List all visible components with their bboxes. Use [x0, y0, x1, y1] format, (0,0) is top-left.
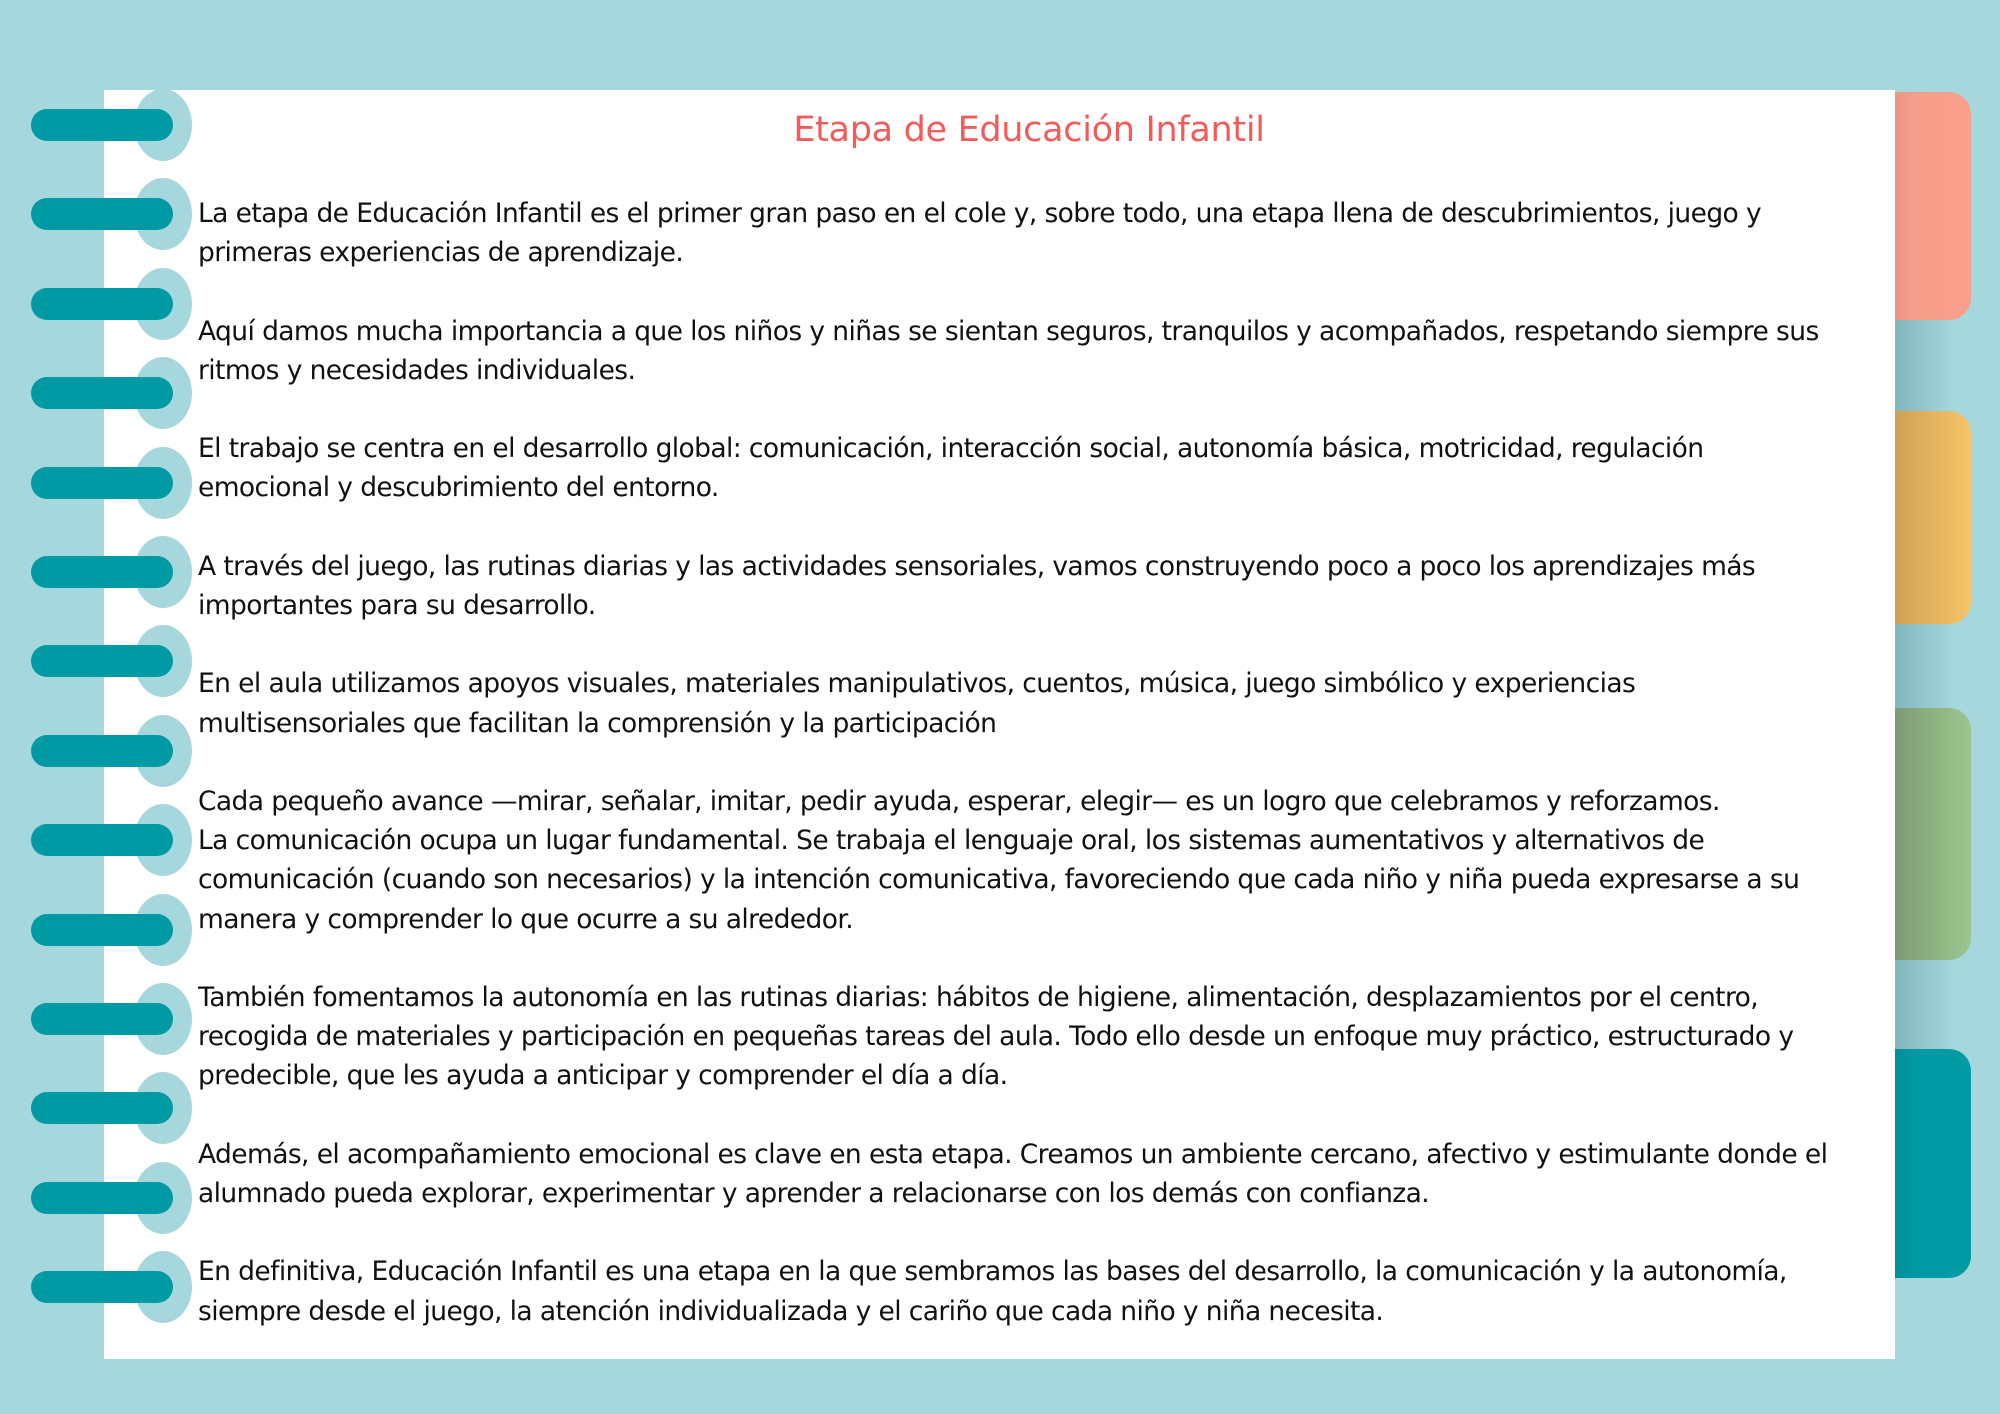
text-line: siempre desde el juego, la atención individualizada y el cariño que cada niño y niña necesita. — [198, 1295, 1384, 1327]
ring-bar — [31, 1182, 173, 1214]
document-body — [198, 194, 1878, 1370]
spiral-ring-icon — [31, 1162, 201, 1234]
text-line: alumnado pueda explorar, experimentar y aprender a relacionarse con los demás con confianza. — [198, 1177, 1430, 1209]
tab-shadow — [1895, 624, 1955, 708]
ring-bar — [31, 1003, 173, 1035]
text-line: La etapa de Educación Infantil es el primer gran paso en el cole y, sobre todo, una etapa llena de descubrimientos, juego y — [198, 198, 1762, 229]
spiral-ring-icon — [31, 983, 201, 1055]
paragraph — [198, 782, 1878, 939]
spiral-ring-icon — [31, 178, 201, 250]
ring-bar — [31, 1092, 173, 1124]
ring-bar — [31, 467, 173, 499]
spiral-ring-icon — [31, 625, 201, 697]
spiral-ring-icon — [31, 715, 201, 787]
paragraph — [198, 978, 1878, 1096]
text-line: multisensoriales que facilitan la comprensión y la participación — [198, 707, 997, 739]
spiral-ring-icon — [31, 268, 201, 340]
text-line: emocional y descubrimiento del entorno. — [198, 472, 719, 504]
spiral-ring-icon — [31, 1072, 201, 1144]
text-line: Cada pequeño avance —mirar, señalar, imitar, pedir ayuda, esperar, elegir— es un logro que celebramos y reforzamos. — [198, 785, 1720, 817]
text-line: A través del juego, las rutinas diarias y las actividades sensoriales, vamos construyendo poco a poco los aprendizajes más — [198, 550, 1756, 582]
text-line: ritmos y necesidades individuales. — [198, 354, 636, 386]
ring-bar — [31, 914, 173, 946]
ring-bar — [31, 645, 173, 677]
text-line: En el aula utilizamos apoyos visuales, materiales manipulativos, cuentos, música, juego simbólico y experiencias — [198, 668, 1636, 700]
spiral-ring-icon — [31, 536, 201, 608]
text-line: La comunicación ocupa un lugar fundamental. Se trabaja el lenguaje oral, los sistemas aumentativos y alternativos de — [198, 825, 1705, 857]
tab-shadow — [1895, 320, 1955, 411]
paragraph — [198, 1252, 1878, 1330]
ring-bar — [31, 288, 173, 320]
text-line: En definitiva, Educación Infantil es una etapa en la que sembramos las bases del desarrollo, la comunicación y la autonomía, — [198, 1256, 1787, 1288]
spiral-ring-icon — [31, 894, 201, 966]
text-line: Además, el acompañamiento emocional es clave en esta etapa. Creamos un ambiente cercano, afectivo y estimulante donde el — [198, 1138, 1828, 1170]
text-line: predecible, que les ayuda a anticipar y comprender el día a día. — [198, 1060, 1008, 1092]
ring-bar — [31, 556, 173, 588]
text-line: manera y comprender lo que ocurre a su alrededor. — [198, 903, 854, 935]
ring-bar — [31, 824, 173, 856]
text-line: recogida de materiales y participación en pequeñas tareas del aula. Todo ello desde un enfoque muy práctico, estructurado y — [198, 1021, 1794, 1053]
paragraph — [198, 664, 1878, 742]
paragraph — [198, 194, 1878, 272]
ring-bar — [31, 377, 173, 409]
spiral-ring-icon — [31, 447, 201, 519]
text-line: Aquí damos mucha importancia a que los niños y niñas se sientan seguros, tranquilos y acompañados, respetando siempre sus — [198, 315, 1819, 347]
text-line: primeras experiencias de aprendizaje. — [198, 237, 684, 269]
text-line: comunicación (cuando son necesarios) y la intención comunicativa, favoreciendo que cada niño y niña pueda expresarse a su — [198, 864, 1800, 896]
ring-bar — [31, 198, 173, 230]
ring-bar — [31, 735, 173, 767]
text-line: importantes para su desarrollo. — [198, 589, 596, 621]
spiral-ring-icon — [31, 1251, 201, 1323]
paragraph — [198, 547, 1878, 625]
paragraph — [198, 312, 1878, 390]
paragraph — [198, 429, 1878, 507]
page-title: Etapa de Educación Infantil — [793, 110, 1265, 150]
spiral-ring-icon — [31, 804, 201, 876]
text-line: El trabajo se centra en el desarrollo global: comunicación, interacción social, autonomía básica, motricidad, regulación — [198, 433, 1704, 465]
ring-bar — [31, 1271, 173, 1303]
text-line: También fomentamos la autonomía en las rutinas diarias: hábitos de higiene, alimentación, desplazamientos por el centro, — [198, 981, 1759, 1013]
paragraph — [198, 1135, 1878, 1213]
tab-shadow — [1895, 960, 1955, 1049]
spiral-ring-icon — [31, 357, 201, 429]
